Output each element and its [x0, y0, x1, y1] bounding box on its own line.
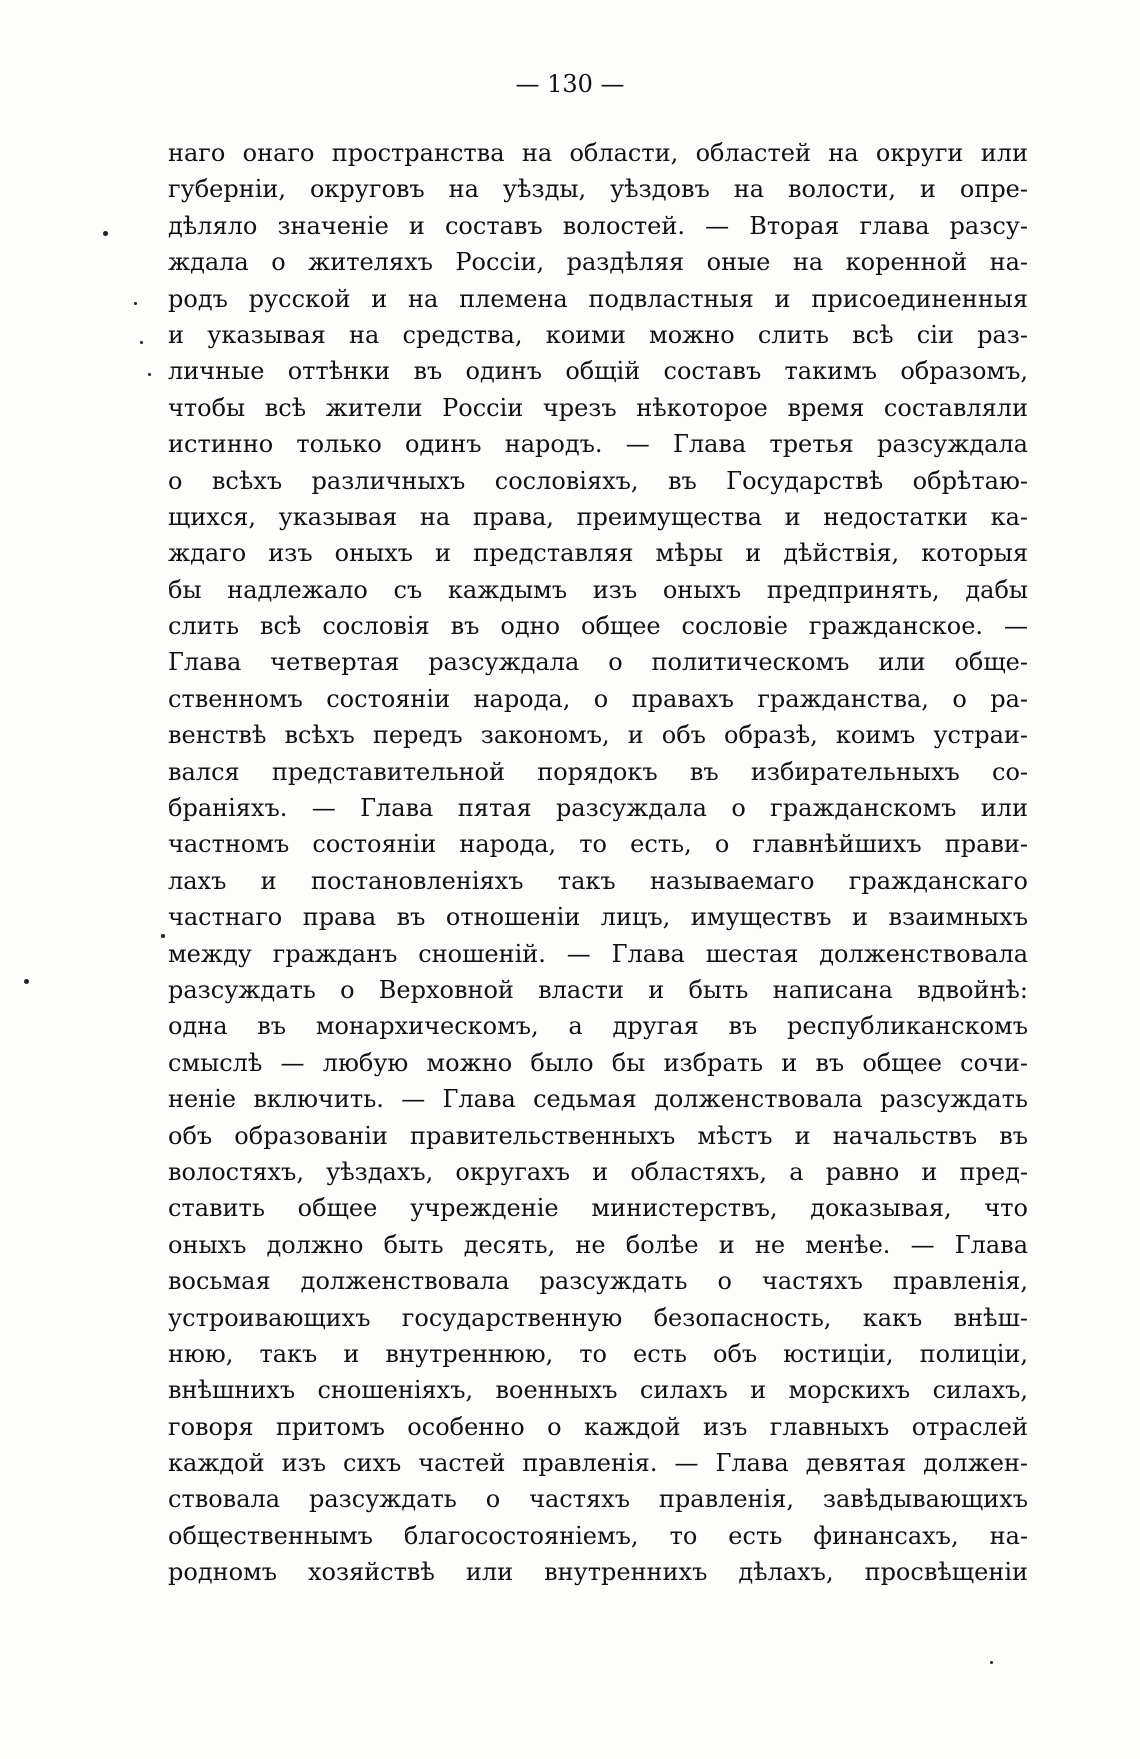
text-line: щихся, указывая на права, преимущества и недостатки ка-: [168, 502, 1028, 531]
text-line: частномъ состояніи народа, то есть, о главнѣйшихъ прави-: [168, 830, 1028, 859]
text-line: Глава четвертая разсуждала о политическомъ или обще-: [168, 648, 1028, 677]
text-line: чтобы всѣ жители Россіи чрезъ нѣкоторое время составляли: [168, 393, 1028, 422]
text-line: дѣляло значеніе и составъ волостей. — Вторая глава разсу-: [168, 211, 1028, 240]
text-line: устроивающихъ государственную безопасность, какъ внѣш-: [168, 1303, 1028, 1332]
text-line: смыслѣ — любую можно было бы избрать и въ общее сочи-: [168, 1048, 1028, 1077]
text-line: между гражданъ сношеній. — Глава шестая долженствовала: [168, 939, 1028, 968]
text-line: каждой изъ сихъ частей правленія. — Глава девятая должен-: [168, 1449, 1028, 1478]
text-line: личные оттѣнки въ одинъ общій составъ такимъ образомъ,: [168, 357, 1028, 386]
text-line: ставить общее учрежденіе министерствъ, доказывая, что: [168, 1194, 1028, 1223]
text-line: бы надлежало съ каждымъ изъ оныхъ предпринять, дабы: [168, 575, 1028, 604]
scan-speck: [990, 1661, 993, 1664]
text-line: наго онаго пространства на области, областей на округи или: [168, 139, 1028, 167]
text-line: волостяхъ, уѣздахъ, округахъ и областяхъ, а равно и пред-: [168, 1157, 1028, 1186]
text-line: ждаго изъ оныхъ и представляя мѣры и дѣйствія, которыя: [168, 539, 1028, 568]
text-line: нюю, такъ и внутреннюю, то есть объ юстиціи, полиціи,: [168, 1339, 1028, 1368]
text-line: оныхъ должно быть десять, не болѣе и не менѣе. — Глава: [168, 1230, 1028, 1259]
page-number: — 130 —: [515, 70, 625, 98]
scan-speck: [148, 373, 151, 376]
scan-speck: [140, 341, 143, 344]
text-line: родъ русской и на племена подвластныя и присоединенныя: [168, 284, 1028, 313]
text-line: лахъ и постановленіяхъ такъ называемаго гражданскаго: [168, 866, 1028, 895]
text-line: и указывая на средства, коими можно слить всѣ сіи раз-: [168, 320, 1028, 349]
text-line: браніяхъ. — Глава пятая разсуждала о гражданскомъ или: [168, 794, 1028, 823]
text-line: восьмая долженствовала разсуждать о частяхъ правленія,: [168, 1267, 1028, 1296]
scan-speck: [103, 231, 108, 236]
scan-speck: [134, 302, 137, 305]
scan-speck: [24, 979, 29, 984]
text-line: одна въ монархическомъ, а другая въ республиканскомъ: [168, 1012, 1028, 1041]
text-line: общественнымъ благосостояніемъ, то есть финансахъ, на-: [168, 1521, 1028, 1550]
text-line: частнаго права въ отношеніи лицъ, имуществъ и взаимныхъ: [168, 903, 1028, 932]
text-line: губерніи, округовъ на уѣзды, уѣздовъ на волости, и опре-: [168, 175, 1028, 204]
scan-speck: [161, 934, 165, 938]
text-line: разсуждать о Верховной власти и быть написана вдвойнѣ:: [168, 975, 1028, 1004]
text-line: родномъ хозяйствѣ или внутреннихъ дѣлахъ, просвѣщеніи: [168, 1558, 1028, 1587]
text-line: говоря притомъ особенно о каждой изъ главныхъ отраслей: [168, 1412, 1028, 1441]
text-line: ственномъ состояніи народа, о правахъ гражданства, о ра-: [168, 684, 1028, 713]
text-line: истинно только одинъ народъ. — Глава третья разсуждала: [168, 430, 1028, 459]
text-line: вался представительной порядокъ въ избирательныхъ со-: [168, 757, 1028, 786]
body-text: [168, 135, 1028, 1591]
text-line: венствѣ всѣхъ передъ закономъ, и объ образѣ, коимъ устраи-: [168, 721, 1028, 750]
text-line: неніе включить. — Глава седьмая долженствовала разсуждать: [168, 1085, 1028, 1114]
text-line: о всѣхъ различныхъ сословіяхъ, въ Государствѣ обрѣтаю-: [168, 466, 1028, 495]
text-line: ствовала разсуждать о частяхъ правленія, завѣдывающихъ: [168, 1485, 1028, 1514]
text-line: объ образованіи правительственныхъ мѣстъ и начальствъ въ: [168, 1121, 1028, 1150]
text-line: внѣшнихъ сношеніяхъ, военныхъ силахъ и морскихъ силахъ,: [168, 1376, 1028, 1405]
text-line: ждала о жителяхъ Россіи, раздѣляя оные на коренной на-: [168, 248, 1028, 277]
text-line: слить всѣ сословія въ одно общее сословіе гражданское. —: [168, 612, 1028, 641]
